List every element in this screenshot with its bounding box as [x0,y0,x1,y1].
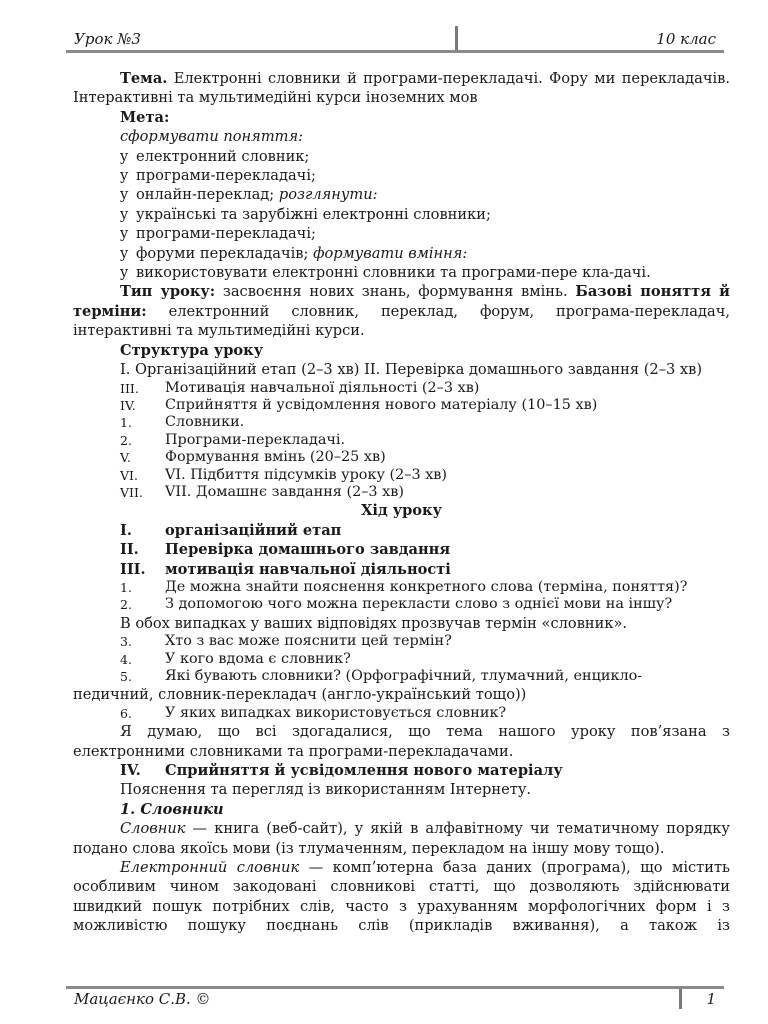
footer-rule [66,986,724,989]
question-note: В обох випадках у ваших відповідях прозвучав термін «словник». [120,614,628,632]
basic-terms-label: Базові поняття й терміни: [73,283,731,320]
conclusion-paragraph: Я думаю, що всі здогадалися, що тема нашого уроку пов’язана з електронними словниками та програми-перекладачами. [73,723,730,760]
question-item: 2. З допомогою чого можна перекласти слово з однієї мови на іншу? [120,596,673,613]
structure-item: 2. Програми-перекладачі. [120,431,346,448]
page-number: 1 [706,990,716,1008]
definition-dictionary [73,819,730,858]
definition-electronic-dictionary [73,858,730,936]
goal-bullet-text: програми-перекладачі; [136,167,316,185]
goal-bullet: y онлайн-переклад; розглянути: [120,186,378,204]
structure-first-line: I. Організаційний етап (2–3 хв) II. Перевірка домашнього завдання (2–3 хв) [120,361,703,379]
document-body [73,69,730,936]
question-item: 4. У кого вдома є словник? [120,650,351,667]
structure-title: Структура уроку [120,341,264,359]
goal-bullet-text: форуми перекладачів; [136,244,314,262]
topic-paragraph [73,69,730,108]
structure-list [73,380,730,502]
goal-bullet: y електронний словник; [120,147,310,165]
goal-consider: розглянути: [278,186,378,204]
goal-bullet-text: програми-перекладачі; [136,225,316,243]
lesson-type-paragraph [73,282,730,340]
definition-term: Електронний словник [120,859,300,877]
goal-form-concepts: сформувати поняття: [120,128,304,146]
question-item: 1. Де можна знайти пояснення конкретного слова (терміна, поняття)? [120,578,688,595]
goal-bullet: y використовувати електронні словники та програми-пере кла-дачі. [120,264,651,282]
structure-item: III. Мотивація навчальної діяльності (2–3 хв) [120,379,480,396]
topic-label: Тема. [120,70,168,87]
header-lesson-number: Урок №3 [74,30,141,48]
goal-label: Мета: [120,108,170,126]
structure-item: VII. VII. Домашнє завдання (2–3 хв) [120,483,404,500]
definition-term: Словник [120,820,186,838]
header-divider [455,26,458,51]
header-grade: 10 клас [656,30,716,48]
footer-divider [679,989,682,1009]
lesson-type-text: засвоєння нових знань, формування вмінь. [215,283,576,301]
goal-bullet: y українські та зарубіжні електронні словники; [120,205,491,223]
question-item: 3. Хто з вас може пояснити цей термін? [120,633,452,650]
goal-bullet: y програми-перекладачі; [120,167,316,185]
question-item: 6. У яких випадках використовується словник? [120,704,507,721]
goal-form-skills: формувати вміння: [313,244,468,262]
question-continuation: педичний, словник-перекладач (англо-український тощо)) [73,686,527,704]
basic-terms-text: електронний словник, переклад, форум, програма-перекладач, інтерактивні та мультимедійні курси. [73,302,730,340]
header-rule [66,50,724,53]
goal-bullet: y програми-перекладачі; [120,225,316,243]
page-header [66,26,724,54]
goal-bullet-text: використовувати електронні словники та програми-пере кла-дачі. [136,264,651,282]
question-item: 5. Які бувають словники? (Орфографічний, тлумачний, енцикло- [120,668,643,684]
topic-text: Електронні словники й програми-перекладачі. Фору ми перекладачів. Інтерактивні та мультимедійні курси іноземних мов [73,70,730,107]
structure-item: VI. VI. Підбиття підсумків уроку (2–3 хв) [120,466,448,483]
definition-text: — комп’ютерна база даних (програма), що містить особливим чином закодовані словникові статті, що дозволяють здійснювати швидкий пошук потрібних слів, часто з урахуванням морфологічних форм і з можливістю пошуку поєднань слів (прикладів вживання), а також із [73,859,730,935]
course-heading: IV. Сприйняття й усвідомлення нового матеріалу [120,762,563,780]
structure-item: 1. Словники. [120,414,245,431]
goal-bullet: y форуми перекладачів; формувати вміння: [120,244,468,262]
goal-bullet-text: електронний словник; [136,147,310,165]
structure-item: IV. Сприйняття й усвідомлення нового матеріалу (10–15 хв) [120,396,598,413]
structure-item: V. Формування вмінь (20–25 хв) [120,449,386,466]
goal-bullet-text: онлайн-переклад; [136,186,279,204]
course-heading: II. Перевірка домашнього завдання [120,541,451,559]
goal-bullet-text: українські та зарубіжні електронні словники; [136,205,491,223]
definition-text: — книга (веб-сайт), у якій в алфавітному чи тематичному порядку подано слова якоїсь мови (із тлумаченням, перекладом на іншу мову тощо). [73,820,730,857]
course-heading: I. організаційний етап [120,521,342,539]
lesson-type-label: Тип уроку: [120,283,216,301]
page-footer [66,986,724,1016]
subsection-dictionaries: 1. Словники [120,800,224,818]
course-heading: III. мотивація навчальної діяльності [120,560,451,578]
course-title: Хід уроку [361,502,442,520]
footer-author: Мацаєнко С.В. © [74,990,211,1008]
explanation-line: Пояснення та перегляд із використанням Інтернету. [120,781,532,799]
